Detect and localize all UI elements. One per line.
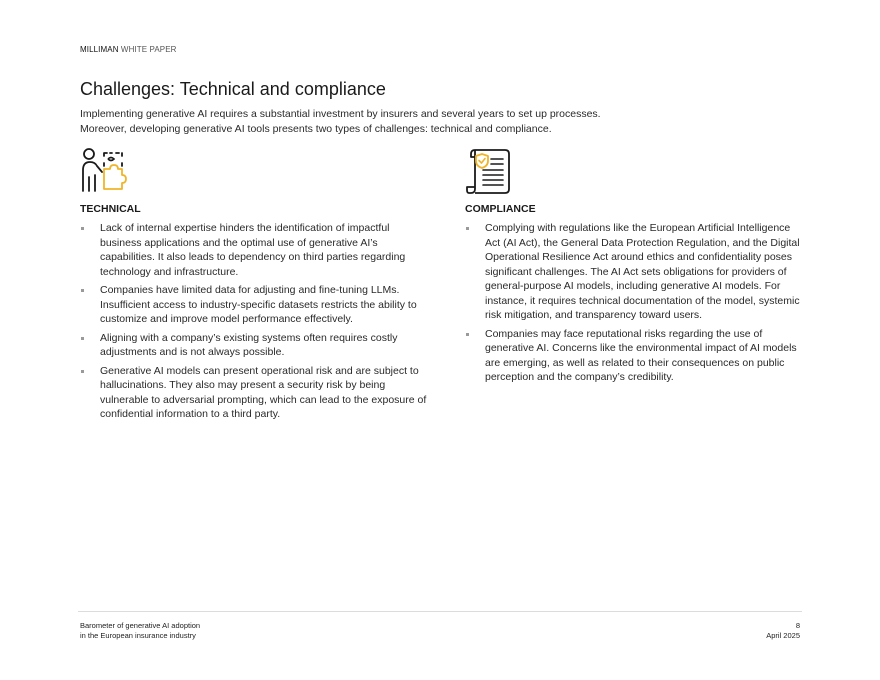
bullet-icon xyxy=(81,370,84,373)
list-item: Companies have limited data for adjusting and fine-tuning LLMs. Insufficient access to industry-specific datasets restricts the ability to customize and improve model performance effectively. xyxy=(80,283,430,327)
page-title: Challenges: Technical and compliance xyxy=(80,79,386,99)
footer-divider xyxy=(78,611,802,612)
header-doc-type: WHITE PAPER xyxy=(120,45,177,54)
intro-line: Implementing generative AI requires a substantial investment by insurers and several years to set up processes. xyxy=(80,108,601,120)
technical-column xyxy=(80,145,430,426)
footer-page-info xyxy=(766,621,800,640)
intro-paragraph xyxy=(80,107,780,136)
footer-line: in the European insurance industry xyxy=(80,630,196,640)
compliance-list xyxy=(465,221,800,385)
page-number: 8 xyxy=(795,621,800,630)
bullet-icon xyxy=(81,227,84,230)
compliance-column xyxy=(465,145,800,389)
bullet-icon xyxy=(466,227,469,230)
technical-list xyxy=(80,221,430,422)
bullet-icon xyxy=(81,289,84,292)
list-item: Lack of internal expertise hinders the identification of impactful business applications and the optimal use of generative AI’s capabilities. It also leads to dependency on third parties regarding technology and infrastructure. xyxy=(80,221,430,279)
list-item: Aligning with a company’s existing systems often requires costly adjustments and is not always possible. xyxy=(80,331,430,360)
header-brand: MILLIMAN xyxy=(80,45,119,54)
footer-publication-title xyxy=(80,621,200,640)
list-item: Complying with regulations like the European Artificial Intelligence Act (AI Act), the General Data Protection Regulation, and the Digital Operational Resilience Act around ethics and confidentiality poses significant challenges. The AI Act sets obligations for providers of general-purpose AI models, including generative AI models. For instance, it requires technical documentation of the model, systemic risk mitigation, and transparency toward users. xyxy=(465,221,800,323)
intro-line: Moreover, developing generative AI tools presents two types of challenges: technical and compliance. xyxy=(80,122,552,135)
compliance-heading: COMPLIANCE xyxy=(465,203,536,215)
technical-heading: TECHNICAL xyxy=(80,203,141,215)
list-item: Companies may face reputational risks regarding the use of generative AI. Concerns like the environmental impact of AI models are emerging, as well as related to their consequences on public perception and the company’s credibility. xyxy=(465,327,800,385)
bullet-icon xyxy=(466,333,469,336)
list-item: Generative AI models can present operational risk and are subject to hallucinations. They also may present a security risk by being vulnerable to adversarial prompting, which can lead to the exposure of confidential information to a third party. xyxy=(80,364,430,422)
footer-line: Barometer of generative AI adoption xyxy=(80,621,201,630)
publication-date: April 2025 xyxy=(766,630,800,640)
document-shield-icon xyxy=(465,145,800,195)
bullet-icon xyxy=(81,337,84,340)
running-header xyxy=(80,45,177,54)
person-puzzle-icon xyxy=(80,145,430,195)
